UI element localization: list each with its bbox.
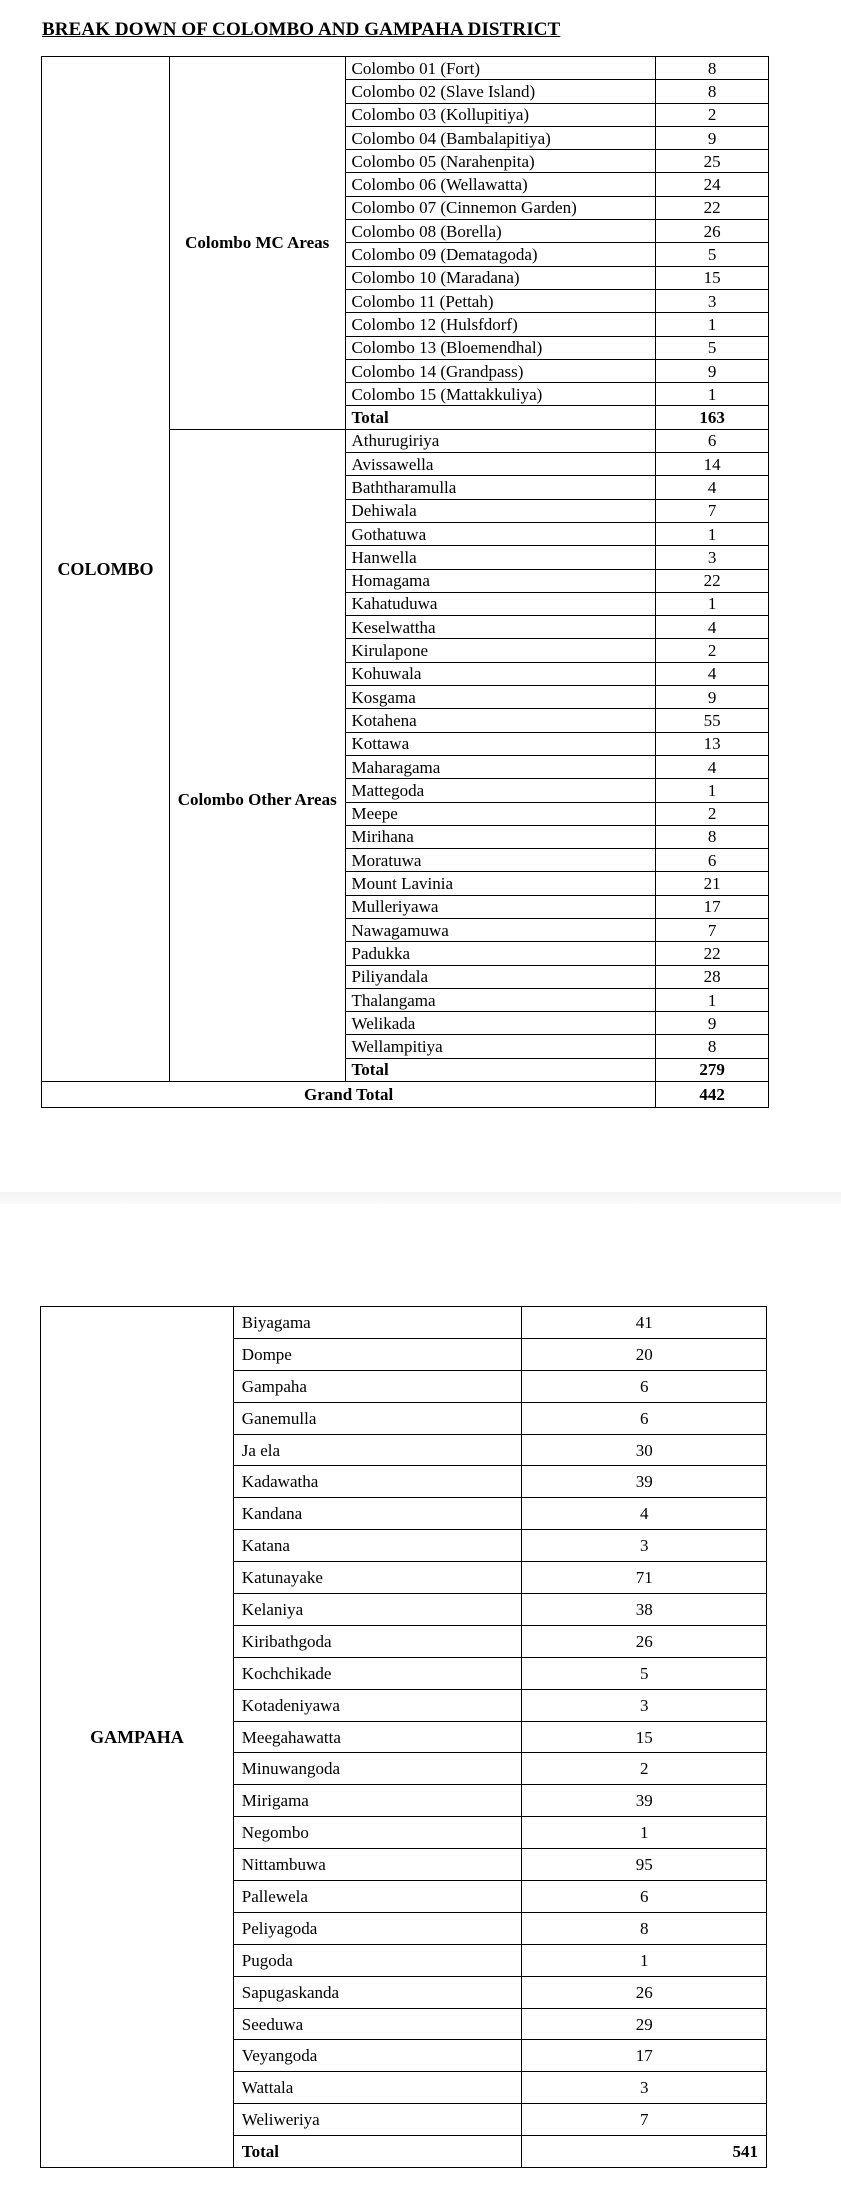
area-name: Moratuwa	[345, 849, 656, 872]
area-count: 95	[522, 1849, 767, 1881]
area-name: Colombo 06 (Wellawatta)	[345, 173, 656, 196]
area-count: 6	[522, 1402, 767, 1434]
area-count: 3	[522, 1689, 767, 1721]
area-name: Baththaramulla	[345, 476, 656, 499]
area-name: Colombo 04 (Bambalapitiya)	[345, 126, 656, 149]
area-name: Kotadeniyawa	[233, 1689, 522, 1721]
area-count: 1	[522, 1944, 767, 1976]
area-count: 9	[656, 686, 769, 709]
area-name: Mirigama	[233, 1785, 522, 1817]
area-name: Colombo 14 (Grandpass)	[345, 359, 656, 382]
area-count: 8	[522, 1912, 767, 1944]
area-count: 1	[656, 522, 769, 545]
group-label-mc: Colombo MC Areas	[169, 57, 345, 430]
area-count: 4	[656, 616, 769, 639]
area-name: Colombo 15 (Mattakkuliya)	[345, 383, 656, 406]
area-count: 22	[656, 196, 769, 219]
area-name: Thalangama	[345, 988, 656, 1011]
area-name: Colombo 09 (Dematagoda)	[345, 243, 656, 266]
area-count: 4	[656, 662, 769, 685]
area-count: 6	[522, 1370, 767, 1402]
area-name: Negombo	[233, 1817, 522, 1849]
subtotal-label: Total	[345, 1058, 656, 1081]
area-name: Kelaniya	[233, 1594, 522, 1626]
area-count: 1	[656, 779, 769, 802]
area-count: 17	[656, 895, 769, 918]
area-count: 7	[522, 2104, 767, 2136]
area-name: Pallewela	[233, 1881, 522, 1913]
area-count: 1	[522, 1817, 767, 1849]
area-name: Ganemulla	[233, 1402, 522, 1434]
area-count: 2	[656, 103, 769, 126]
area-count: 9	[656, 1012, 769, 1035]
area-name: Wattala	[233, 2072, 522, 2104]
area-count: 7	[656, 499, 769, 522]
area-name: Keselwattha	[345, 616, 656, 639]
area-name: Colombo 07 (Cinnemon Garden)	[345, 196, 656, 219]
area-count: 6	[656, 429, 769, 452]
area-count: 5	[656, 243, 769, 266]
area-count: 3	[522, 1530, 767, 1562]
area-name: Minuwangoda	[233, 1753, 522, 1785]
area-count: 30	[522, 1434, 767, 1466]
area-name: Biyagama	[233, 1307, 522, 1339]
area-count: 39	[522, 1466, 767, 1498]
area-count: 22	[656, 942, 769, 965]
area-name: Hanwella	[345, 546, 656, 569]
area-name: Kochchikade	[233, 1657, 522, 1689]
area-name: Katunayake	[233, 1562, 522, 1594]
area-name: Kadawatha	[233, 1466, 522, 1498]
area-count: 4	[656, 755, 769, 778]
area-name: Dompe	[233, 1338, 522, 1370]
area-name: Maharagama	[345, 755, 656, 778]
area-name: Mattegoda	[345, 779, 656, 802]
area-count: 4	[522, 1498, 767, 1530]
area-count: 55	[656, 709, 769, 732]
area-name: Wellampitiya	[345, 1035, 656, 1058]
area-name: Kottawa	[345, 732, 656, 755]
area-count: 1	[656, 383, 769, 406]
gampaha-breakdown-table	[40, 1306, 767, 2168]
area-name: Dehiwala	[345, 499, 656, 522]
area-name: Colombo 08 (Borella)	[345, 220, 656, 243]
area-count: 1	[656, 313, 769, 336]
area-name: Avissawella	[345, 453, 656, 476]
area-count: 8	[656, 57, 769, 80]
area-count: 29	[522, 2008, 767, 2040]
area-count: 9	[656, 126, 769, 149]
area-count: 7	[656, 918, 769, 941]
area-name: Kosgama	[345, 686, 656, 709]
district-label-gampaha: GAMPAHA	[41, 1307, 234, 2168]
area-name: Colombo 05 (Narahenpita)	[345, 150, 656, 173]
subtotal-value: 279	[656, 1058, 769, 1081]
area-name: Mount Lavinia	[345, 872, 656, 895]
colombo-breakdown-table	[41, 56, 769, 1108]
area-count: 38	[522, 1594, 767, 1626]
area-count: 24	[656, 173, 769, 196]
area-name: Colombo 01 (Fort)	[345, 57, 656, 80]
area-count: 1	[656, 988, 769, 1011]
area-name: Mirihana	[345, 825, 656, 848]
area-count: 25	[656, 150, 769, 173]
grand-total-value: 442	[656, 1082, 769, 1108]
area-count: 5	[656, 336, 769, 359]
table-row	[42, 57, 769, 80]
area-name: Nittambuwa	[233, 1849, 522, 1881]
area-name: Colombo 03 (Kollupitiya)	[345, 103, 656, 126]
area-name: Kotahena	[345, 709, 656, 732]
area-count: 2	[656, 639, 769, 662]
area-count: 26	[522, 1625, 767, 1657]
area-name: Pugoda	[233, 1944, 522, 1976]
area-name: Veyangoda	[233, 2040, 522, 2072]
area-name: Seeduwa	[233, 2008, 522, 2040]
area-name: Meegahawatta	[233, 1721, 522, 1753]
area-name: Padukka	[345, 942, 656, 965]
area-name: Kohuwala	[345, 662, 656, 685]
area-name: Colombo 11 (Pettah)	[345, 289, 656, 312]
area-count: 17	[522, 2040, 767, 2072]
subtotal-label: Total	[233, 2136, 522, 2168]
area-count: 3	[656, 546, 769, 569]
area-name: Ja ela	[233, 1434, 522, 1466]
area-name: Colombo 13 (Bloemendhal)	[345, 336, 656, 359]
area-name: Welikada	[345, 1012, 656, 1035]
area-count: 3	[522, 2072, 767, 2104]
area-count: 26	[522, 1976, 767, 2008]
area-count: 6	[522, 1881, 767, 1913]
area-name: Colombo 02 (Slave Island)	[345, 80, 656, 103]
document-title: BREAK DOWN OF COLOMBO AND GAMPAHA DISTRICT	[42, 19, 561, 40]
area-name: Mulleriyawa	[345, 895, 656, 918]
area-count: 9	[656, 359, 769, 382]
area-name: Peliyagoda	[233, 1912, 522, 1944]
area-count: 39	[522, 1785, 767, 1817]
area-count: 2	[522, 1753, 767, 1785]
area-name: Meepe	[345, 802, 656, 825]
area-count: 15	[522, 1721, 767, 1753]
area-name: Kirulapone	[345, 639, 656, 662]
area-count: 28	[656, 965, 769, 988]
area-name: Weliweriya	[233, 2104, 522, 2136]
grand-total-row	[42, 1082, 769, 1108]
area-name: Sapugaskanda	[233, 1976, 522, 2008]
area-count: 8	[656, 825, 769, 848]
area-name: Kiribathgoda	[233, 1625, 522, 1657]
area-name: Gampaha	[233, 1370, 522, 1402]
area-count: 3	[656, 289, 769, 312]
area-count: 13	[656, 732, 769, 755]
district-label-colombo: COLOMBO	[42, 57, 170, 1082]
area-name: Colombo 10 (Maradana)	[345, 266, 656, 289]
area-name: Katana	[233, 1530, 522, 1562]
subtotal-value: 163	[656, 406, 769, 429]
area-count: 5	[522, 1657, 767, 1689]
subtotal-label: Total	[345, 406, 656, 429]
area-count: 15	[656, 266, 769, 289]
area-count: 2	[656, 802, 769, 825]
grand-total-label: Grand Total	[42, 1082, 656, 1108]
area-count: 41	[522, 1307, 767, 1339]
area-name: Gothatuwa	[345, 522, 656, 545]
area-count: 22	[656, 569, 769, 592]
table-row	[41, 1307, 767, 1339]
area-count: 6	[656, 849, 769, 872]
area-count: 8	[656, 80, 769, 103]
area-count: 20	[522, 1338, 767, 1370]
area-count: 71	[522, 1562, 767, 1594]
area-name: Homagama	[345, 569, 656, 592]
area-count: 14	[656, 453, 769, 476]
area-name: Kahatuduwa	[345, 592, 656, 615]
area-name: Kandana	[233, 1498, 522, 1530]
area-name: Colombo 12 (Hulsfdorf)	[345, 313, 656, 336]
subtotal-value: 541	[522, 2136, 767, 2168]
area-name: Athurugiriya	[345, 429, 656, 452]
page-separator	[0, 1192, 841, 1204]
area-count: 21	[656, 872, 769, 895]
group-label-other: Colombo Other Areas	[169, 429, 345, 1081]
area-name: Piliyandala	[345, 965, 656, 988]
area-name: Nawagamuwa	[345, 918, 656, 941]
area-count: 26	[656, 220, 769, 243]
area-count: 1	[656, 592, 769, 615]
area-count: 8	[656, 1035, 769, 1058]
area-count: 4	[656, 476, 769, 499]
